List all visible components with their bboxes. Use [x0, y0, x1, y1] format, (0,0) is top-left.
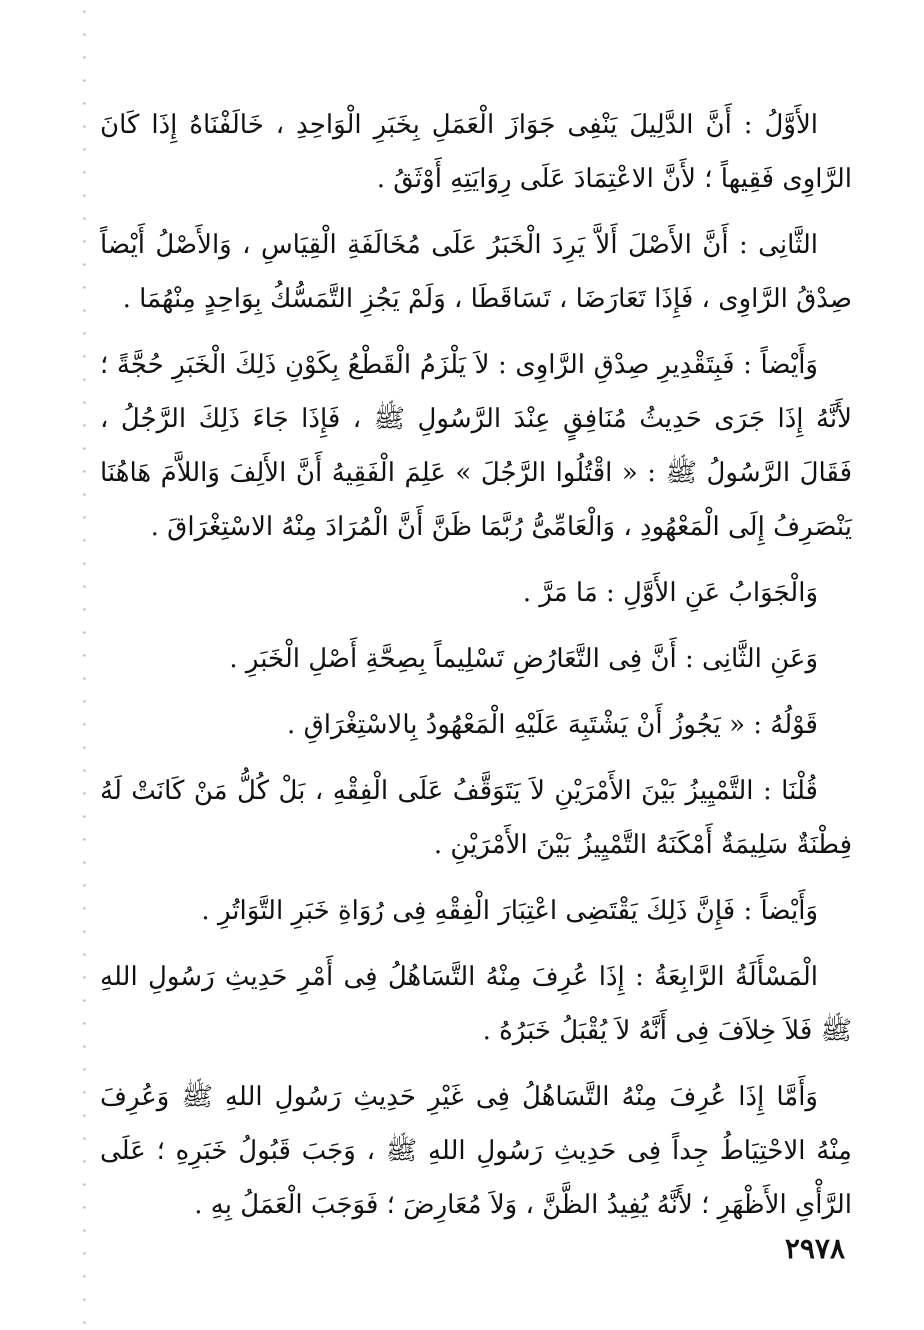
paragraph-fourth-issue: الْمَسْأَلَةُ الرَّابِعَةُ : إِذَا عُرِفَ مِنْهُ التَّسَاهُلُ فِى أَمْرِ حَدِيثِ رَسُولِ اللهِ ﷺ فَلاَ خِلاَفَ فِى أَنَّهُ لاَ يُقْبَلُ خَبَرُهُ . — [100, 962, 852, 1046]
paragraph-second-argument: الثَّانِى : أَنَّ الأَصْلَ أَلاَّ يَرِدَ الْخَبَرُ عَلَى مُخَالَفَةِ الْقِيَاسِ ، وَالأَصْلُ أَيْضاً صِدْقُ الرَّاوِى ، فَإِذَا تَعَارَضَا ، تَسَاقَطَا ، وَلَمْ يَجُزِ التَّمَسُّكُ بِوَاحِدٍ مِنْهُمَا . — [100, 230, 852, 314]
paragraph-answer-first: وَالْجَوَابُ عَنِ الأَوَّلِ : مَا مَرَّ . — [522, 578, 818, 608]
page-number: ٢٩٧٨ — [784, 1232, 845, 1265]
paragraph-answer-second: وَعَنِ الثَّانِى : أَنَّ فِى التَّعَارُضِ تَسْلِيماً بِصِحَّةِ أَصْلِ الْخَبَرِ . — [229, 644, 818, 674]
page-body — [100, 98, 852, 1244]
paragraph-also: وَأَيْضاً : فَبِتَقْدِيرِ صِدْقِ الرَّاوِى : لاَ يَلْزَمُ الْقَطْعُ بِكَوْنِ ذَلِكَ الْخَبَرِ حُجَّةً ؛ لأَنَّهُ إِذَا جَرَى حَدِيثُ مُنَافِقٍ عِنْدَ الرَّسُولِ ﷺ ، فَإِذَا جَاءَ ذَلِكَ الرَّجُلُ ، فَقَالَ الرَّسُولُ ﷺ : « اقْتُلُوا الرَّجُلَ » عَلِمَ الْفَقِيهُ أَنَّ الأَلِفَ وَاللاَّمَ هَاهُنَا يَنْصَرِفُ إِلَى الْمَعْهُودِ ، وَالْعَامِّىُّ رُبَّمَا ظَنَّ أَنَّ الْمُرَادَ مِنْهُ الاسْتِغْرَاقَ . — [100, 350, 852, 542]
paragraph-his-saying: قَوْلُهُ : « يَجُوزُ أَنْ يَشْتَبِهَ عَلَيْهِ الْمَعْهُودُ بِالاسْتِغْرَاقِ . — [287, 710, 818, 740]
paragraph-also-second: وَأَيْضاً : فَإِنَّ ذَلِكَ يَقْتَضِى اعْتِبَارَ الْفِقْهِ فِى رُوَاةِ خَبَرِ التَّوَاتُرِ . — [201, 896, 818, 926]
paragraph-we-said: قُلْنَا : التَّمْيِيزُ بَيْنَ الأَمْرَيْنِ لاَ يَتَوَقَّفُ عَلَى الْفِقْهِ ، بَلْ كُلُّ مَنْ كَانَتْ لَهُ فِطْنَةٌ سَلِيمَةٌ أَمْكَنَهُ التَّمْيِيزُ بَيْنَ الأَمْرَيْنِ . — [100, 776, 852, 860]
paragraph-as-for: وَأَمَّا إِذَا عُرِفَ مِنْهُ التَّسَاهُلُ فِى غَيْرِ حَدِيثِ رَسُولِ اللهِ ﷺ وَعُرِفَ مِنْهُ الاحْتِيَاطُ جِداً فِى حَدِيثِ رَسُولِ اللهِ ﷺ ، وَجَبَ قَبُولُ خَبَرِهِ ؛ عَلَى الرَّأْىِ الأَظْهَرِ ؛ لأَنَّهُ يُفِيدُ الظَّنَّ ، وَلاَ مُعَارِضَ ؛ فَوَجَبَ الْعَمَلُ بِهِ . — [100, 1082, 852, 1220]
paragraph-first-argument: الأَوَّلُ : أَنَّ الدَّلِيلَ يَنْفِى جَوَازَ الْعَمَلِ بِخَبَرِ الْوَاحِدِ ، خَالَفْنَاهُ إِذَا كَانَ الرَّاوِى فَقِيهاً ؛ لأَنَّ الاعْتِمَادَ عَلَى رِوَايَتِهِ أَوْثَقُ . — [100, 110, 852, 194]
page-edge-dots — [83, 0, 86, 1330]
